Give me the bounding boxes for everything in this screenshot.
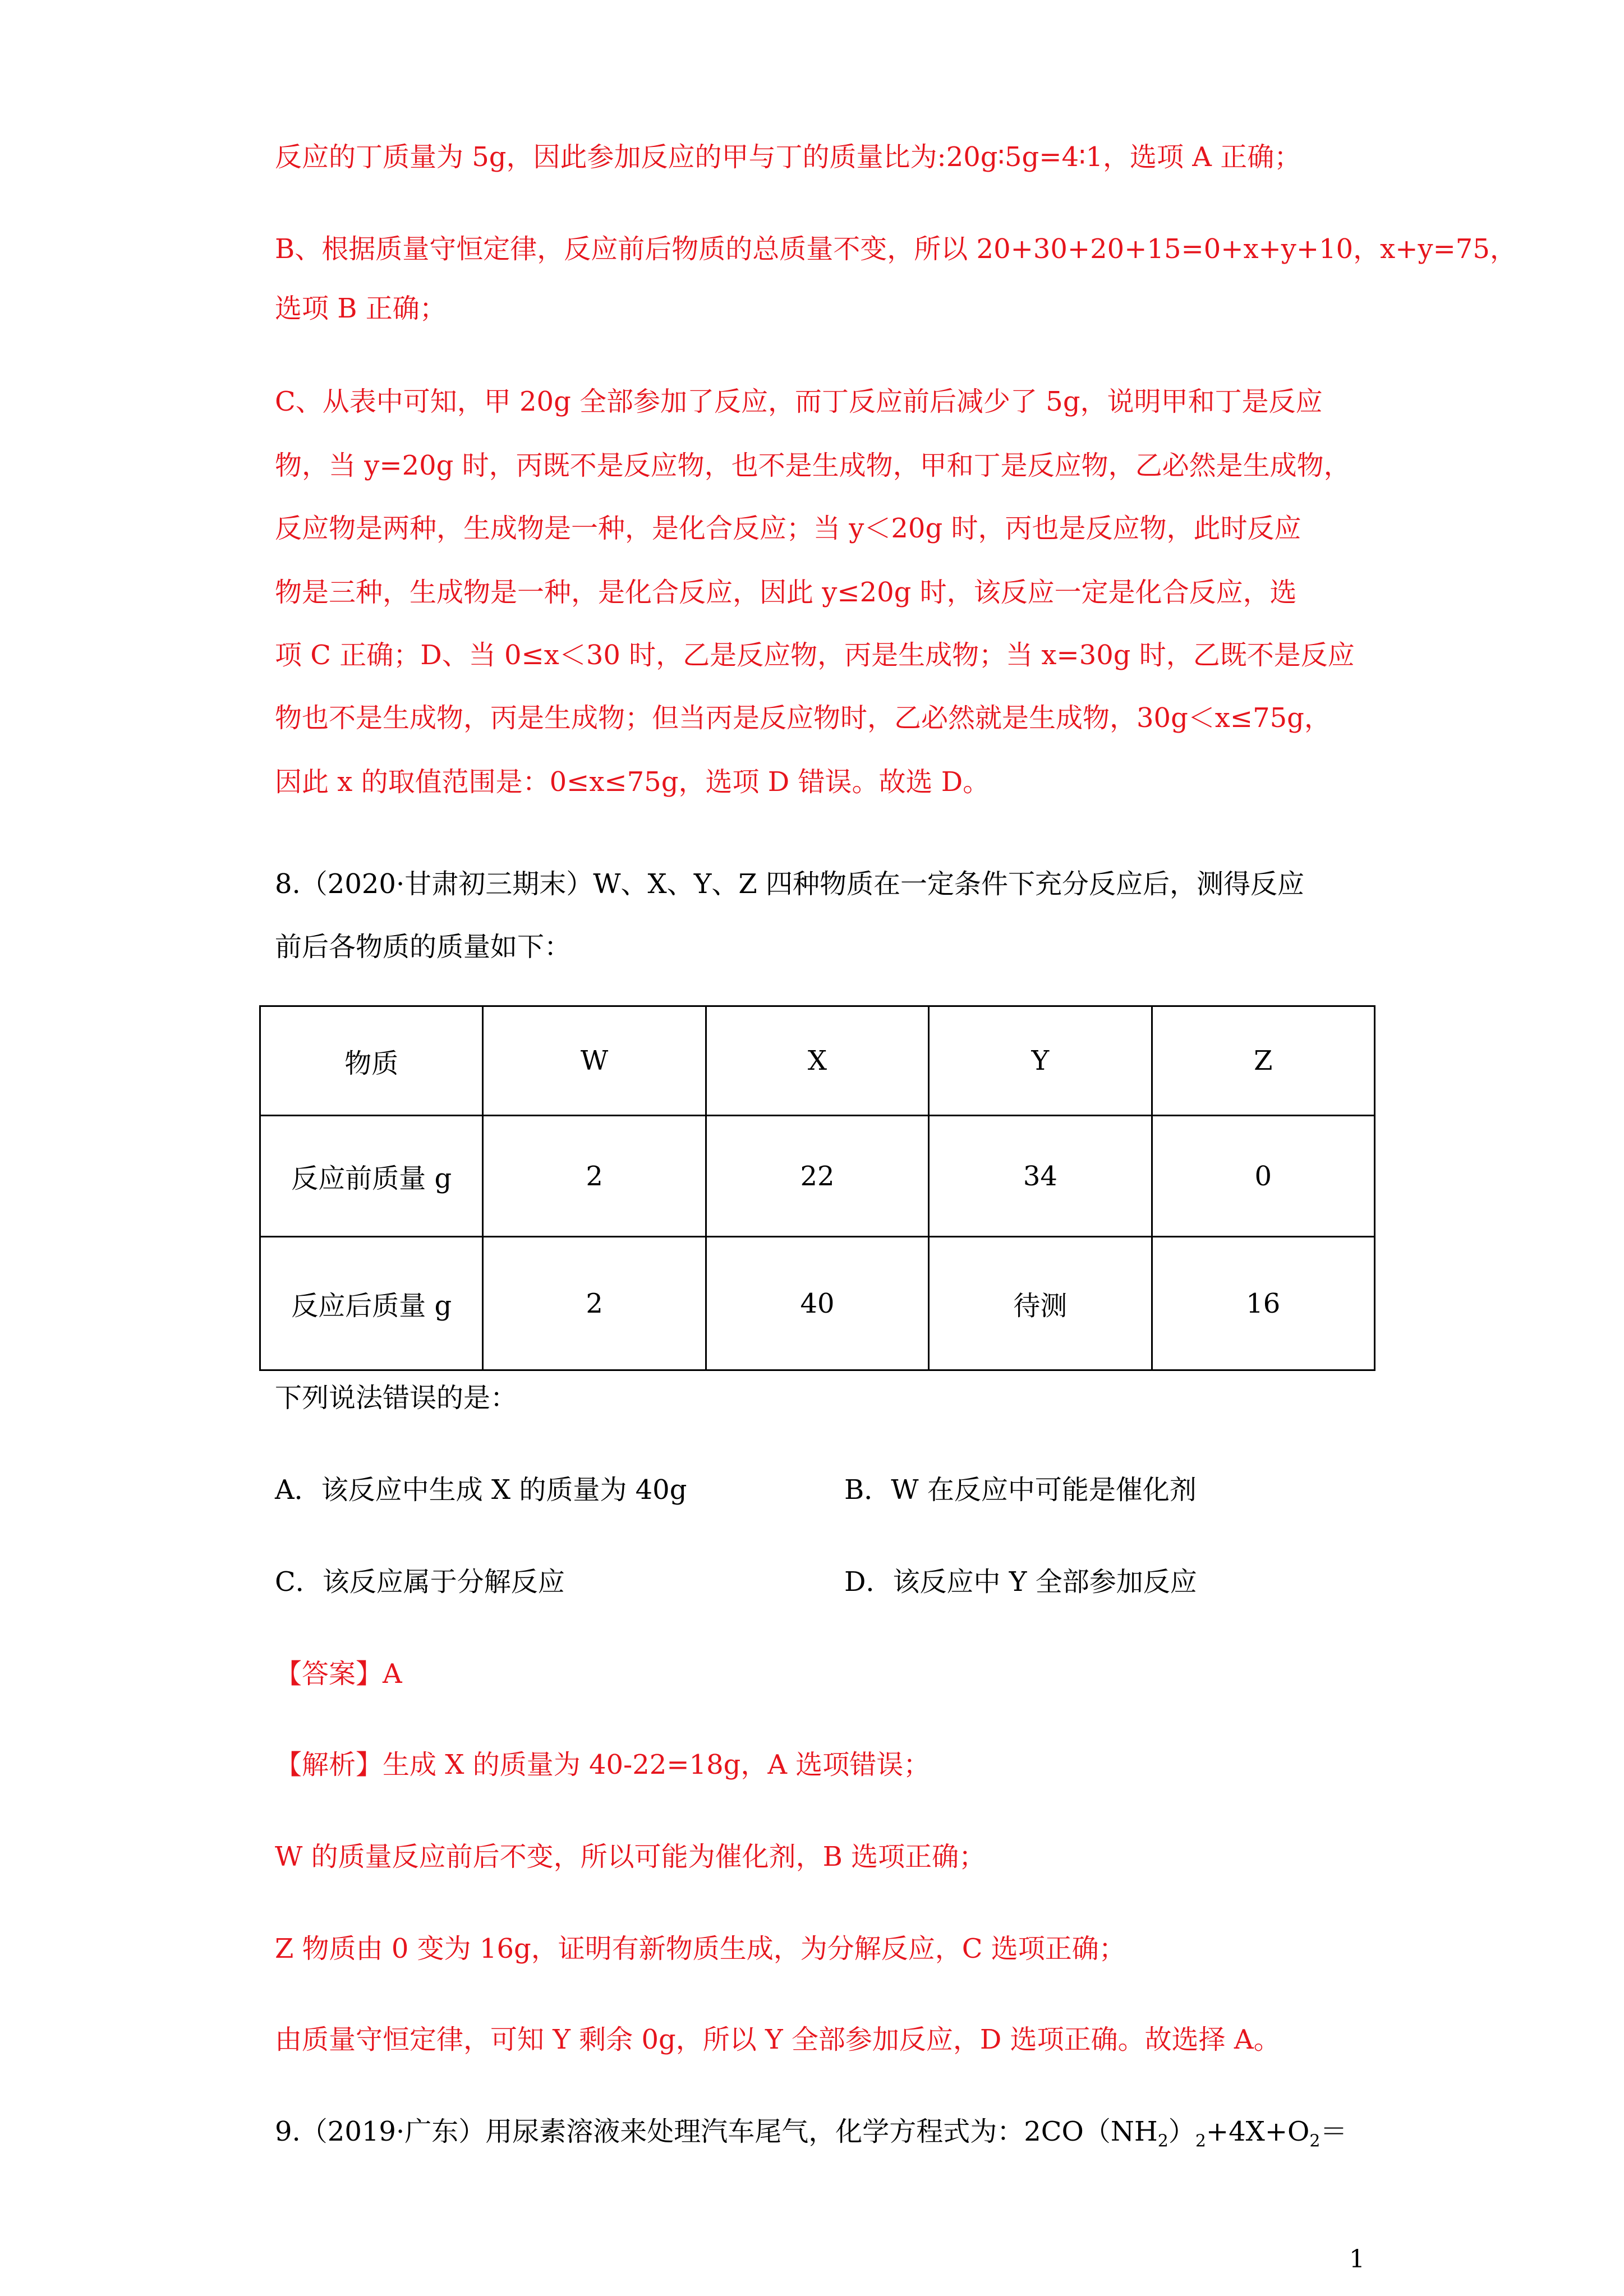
option-c: C．该反应属于分解反应: [275, 1566, 565, 1598]
table-cell: 0: [1152, 1116, 1374, 1237]
question-8-stem: 8.（2020·甘肃初三期末）W、X、Y、Z 四种物质在一定条件下充分反应后，测得反应: [275, 868, 1305, 900]
question-9-stem: [275, 2115, 1347, 2159]
table-cell: 待测: [929, 1237, 1152, 1370]
q9-stem-mid2: +4X+O: [1206, 2116, 1310, 2147]
table-cell: 反应后质量 g: [260, 1237, 483, 1370]
analysis-text: 生成 X 的质量为 40-22=18g，A 选项错误；: [383, 1749, 931, 1780]
explanation-line: C、从表中可知，甲 20g 全部参加了反应，而丁反应前后减少了 5g，说明甲和丁是反应: [275, 386, 1323, 417]
answer-label: 【答案】: [275, 1658, 383, 1690]
table-header-cell: Y: [929, 1006, 1152, 1116]
question-8-stem: 前后各物质的质量如下：: [275, 931, 572, 963]
option-b: B．W 在反应中可能是催化剂: [844, 1474, 1197, 1506]
answer-line: [275, 1657, 402, 1691]
table-header-row: [260, 1006, 1375, 1116]
table-cell: 2: [483, 1237, 706, 1370]
explanation-line: 反应物是两种，生成物是一种，是化合反应；当 y＜20g 时，丙也是反应物，此时反应: [275, 513, 1301, 544]
question-8-prompt: 下列说法错误的是：: [275, 1382, 518, 1414]
table-row: [260, 1237, 1375, 1370]
table-cell: 40: [706, 1237, 928, 1370]
explanation-line: 物也不是生成物，丙是生成物；但当丙是反应物时，乙必然就是生成物，30g＜x≤75g，: [275, 702, 1331, 734]
subscript: 2: [1195, 2131, 1206, 2151]
option-d: D．该反应中 Y 全部参加反应: [844, 1566, 1197, 1598]
explanation-line: 反应的丁质量为 5g，因此参加反应的甲与丁的质量比为:20g∶5g=4∶1，选项 A 正确；: [275, 141, 1301, 173]
explanation-line: 物，当 y=20g 时，丙既不是反应物，也不是生成物，甲和丁是反应物，乙必然是生成物，: [275, 450, 1351, 481]
option-a: A．该反应中生成 X 的质量为 40g: [275, 1474, 687, 1506]
analysis-line: W 的质量反应前后不变，所以可能为催化剂，B 选项正确；: [275, 1841, 986, 1872]
subscript: 2: [1309, 2131, 1321, 2151]
table-header-cell: X: [706, 1006, 928, 1116]
analysis-line: 由质量守恒定律，可知 Y 剩余 0g，所以 Y 全部参加反应，D 选项正确。故选择 A。: [275, 2024, 1281, 2055]
page-number: 1: [1349, 2245, 1365, 2274]
explanation-line: 项 C 正确；D、当 0≤x＜30 时，乙是反应物，丙是生成物；当 x=30g 时，乙既不是反应: [275, 639, 1355, 671]
table-cell: 22: [706, 1116, 928, 1237]
q9-stem-start: 9.（2019·广东）用尿素溶液来处理汽车尾气，化学方程式为：2CO（NH: [275, 2116, 1158, 2147]
table-header-cell: Z: [1152, 1006, 1374, 1116]
explanation-line: 物是三种，生成物是一种，是化合反应，因此 y≤20g 时，该反应一定是化合反应，选: [275, 577, 1297, 608]
table-header-cell: W: [483, 1006, 706, 1116]
explanation-line: B、根据质量守恒定律，反应前后物质的总质量不变，所以 20+30+20+15=0+x+y+10，x+y=75，: [275, 233, 1517, 265]
subscript: 2: [1157, 2131, 1168, 2151]
table-cell: 16: [1152, 1237, 1374, 1370]
table-cell: 2: [483, 1116, 706, 1237]
analysis-label: 【解析】: [275, 1749, 383, 1780]
answer-value: A: [383, 1658, 402, 1690]
q9-stem-end: ＝: [1320, 2116, 1347, 2147]
table-header-cell: 物质: [260, 1006, 483, 1116]
explanation-line: 选项 B 正确；: [275, 293, 447, 324]
table-cell: 34: [929, 1116, 1152, 1237]
q9-stem-mid: ）: [1168, 2116, 1195, 2147]
table-cell: 反应前质量 g: [260, 1116, 483, 1237]
mass-table: [259, 1005, 1375, 1371]
explanation-line: 因此 x 的取值范围是：0≤x≤75g，选项 D 错误。故选 D。: [275, 766, 990, 798]
analysis-line: [275, 1748, 930, 1782]
table-row: [260, 1116, 1375, 1237]
analysis-line: Z 物质由 0 变为 16g，证明有新物质生成，为分解反应，C 选项正确；: [275, 1933, 1126, 1964]
